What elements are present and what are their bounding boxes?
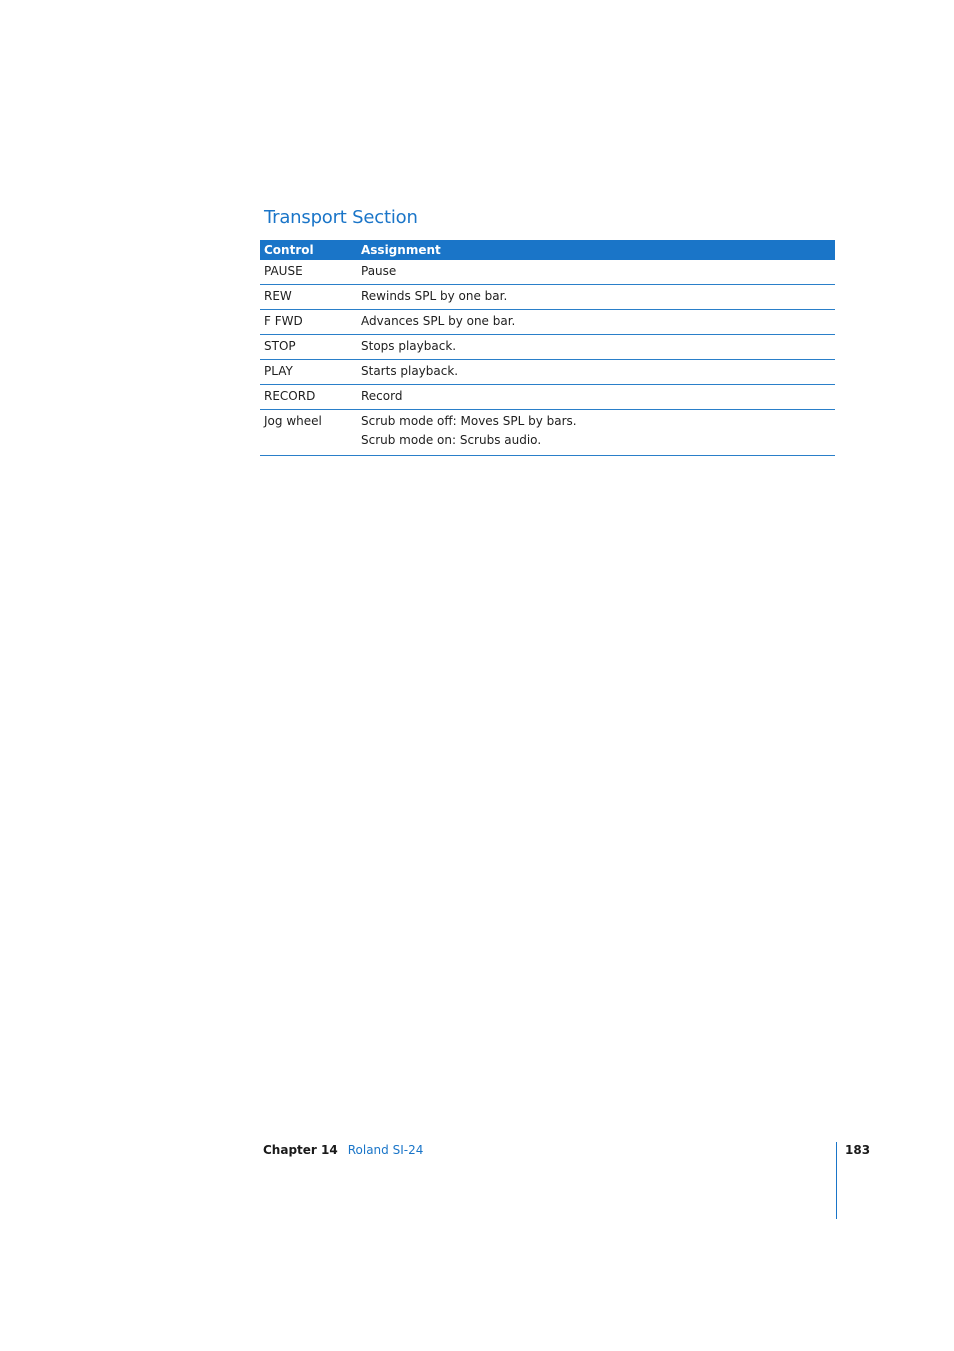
assignment-cell — [357, 310, 835, 335]
footer-chapter — [263, 1143, 423, 1157]
table-row — [260, 385, 835, 410]
table-row — [260, 360, 835, 385]
assignment-cell — [357, 385, 835, 410]
assignment-cell — [357, 285, 835, 310]
table-header-row — [260, 240, 835, 260]
assignment-line: Rewinds SPL by one bar. — [361, 289, 508, 303]
assignment-line: Record — [361, 389, 403, 403]
assignment-cell — [357, 360, 835, 385]
assignment-line: Scrub mode on: Scrubs audio. — [361, 433, 542, 447]
control-cell: STOP — [260, 335, 357, 360]
footer-divider — [836, 1142, 837, 1219]
control-cell: REW — [260, 285, 357, 310]
control-cell: PLAY — [260, 360, 357, 385]
transport-table-container — [260, 240, 835, 456]
assignment-line: Stops playback. — [361, 339, 457, 353]
transport-table — [260, 240, 835, 456]
assignment-line: Scrub mode off: Moves SPL by bars. — [361, 414, 577, 428]
column-header-assignment: Assignment — [357, 240, 835, 260]
section-title: Transport Section — [264, 207, 418, 228]
table-row — [260, 260, 835, 285]
control-cell: PAUSE — [260, 260, 357, 285]
assignment-line: Pause — [361, 264, 397, 278]
control-cell: F FWD — [260, 310, 357, 335]
page-number: 183 — [845, 1143, 871, 1157]
chapter-name: Roland SI-24 — [347, 1143, 424, 1157]
table-row — [260, 285, 835, 310]
assignment-line: Advances SPL by one bar. — [361, 314, 516, 328]
control-cell: RECORD — [260, 385, 357, 410]
table-row — [260, 310, 835, 335]
table-body — [260, 260, 835, 456]
assignment-cell — [357, 335, 835, 360]
assignment-cell — [357, 260, 835, 285]
assignment-line: Starts playback. — [361, 364, 459, 378]
column-header-control: Control — [260, 240, 357, 260]
table-row — [260, 335, 835, 360]
table-header — [260, 240, 835, 260]
table-row — [260, 410, 835, 456]
chapter-label: Chapter 14 — [263, 1143, 338, 1157]
control-cell: Jog wheel — [260, 410, 357, 456]
assignment-cell — [357, 410, 835, 456]
